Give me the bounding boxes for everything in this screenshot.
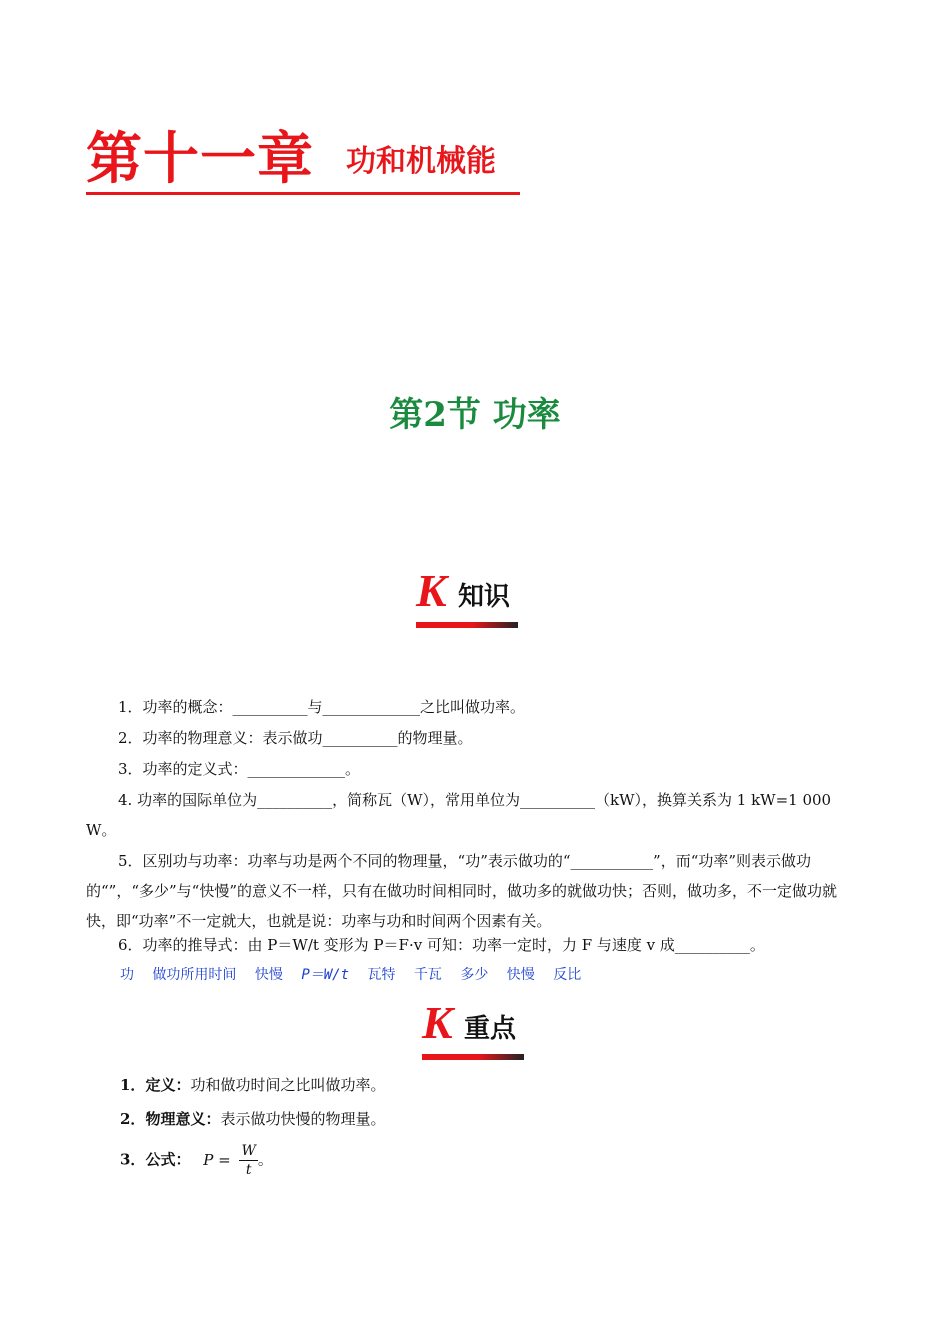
answer: 功 [120, 967, 134, 983]
badge-underline [416, 622, 518, 628]
knowledge-badge [416, 565, 518, 622]
answer-key [120, 963, 591, 987]
knowledge-item-3: 3．功率的定义式：_____________。 [118, 760, 361, 778]
key-point-num: 1． [120, 1076, 146, 1094]
section-title: 第2节 功率 [389, 395, 561, 435]
key-point-num: 3． [120, 1150, 146, 1169]
answer: 多少 [460, 967, 489, 983]
k-logo-icon: K [422, 997, 453, 1048]
key-point-text: 功和做功时间之比叫做功率。 [190, 1076, 386, 1094]
badge-underline [422, 1054, 524, 1060]
answer: 千瓦 [413, 967, 442, 983]
key-point-num: 2． [120, 1110, 146, 1128]
answer: 快慢 [506, 967, 535, 983]
chapter-number: 第十一章 [86, 126, 314, 192]
formula-lhs: P = [203, 1150, 231, 1169]
knowledge-item-1: 1．功率的概念：__________与_____________之比叫做功率。 [118, 698, 526, 716]
formula-fraction [239, 1142, 257, 1179]
k-logo-icon: K [416, 565, 447, 616]
key-points-badge-label: 重点 [464, 1014, 517, 1044]
knowledge-badge-label: 知识 [458, 582, 511, 612]
answer: 瓦特 [367, 967, 396, 983]
key-point-head: 物理意义： [145, 1110, 221, 1128]
formula-tail: 。 [257, 1150, 273, 1169]
key-point-2 [120, 1106, 385, 1132]
answer: P＝W/t [301, 967, 350, 983]
chapter-title: 功和机械能 [346, 144, 496, 179]
answer: 做功所用时间 [152, 967, 237, 983]
answer: 快慢 [254, 967, 283, 983]
knowledge-item-5: 5．区别功与功率：功率与功是两个不同的物理量，“功”表示做功的“___________”，而“功率”则表示做功的“”，“多少”与“快慢”的意义不一样，只有在做功时间相同时，做功多的就做功快；否则，做功多，不一定做功就快，即“功率”不一定就大，也就是说：功率与功和时间两个因素有关。 [86, 852, 838, 930]
chapter-heading [86, 126, 520, 195]
key-point-head: 定义： [145, 1076, 191, 1094]
fraction-numerator: W [241, 1143, 256, 1159]
fraction-denominator: t [245, 1162, 252, 1178]
key-point-head: 公式： [145, 1150, 191, 1169]
knowledge-item-4: 4. 功率的国际单位为__________，简称瓦（W），常用单位为__________（kW），换算关系为 1 kW=1 000 W。 [86, 791, 832, 839]
key-point-3 [120, 1142, 273, 1179]
answer: 反比 [553, 967, 582, 983]
knowledge-item-2: 2．功率的物理意义：表示做功__________的物理量。 [118, 729, 473, 747]
key-point-1 [120, 1072, 385, 1098]
knowledge-item-6: 6．功率的推导式：由 P＝W/t 变形为 P＝F·v 可知：功率一定时，力 F 与速度 v 成__________。 [118, 936, 765, 954]
key-point-text: 表示做功快慢的物理量。 [220, 1110, 386, 1128]
key-points-badge [422, 997, 524, 1054]
